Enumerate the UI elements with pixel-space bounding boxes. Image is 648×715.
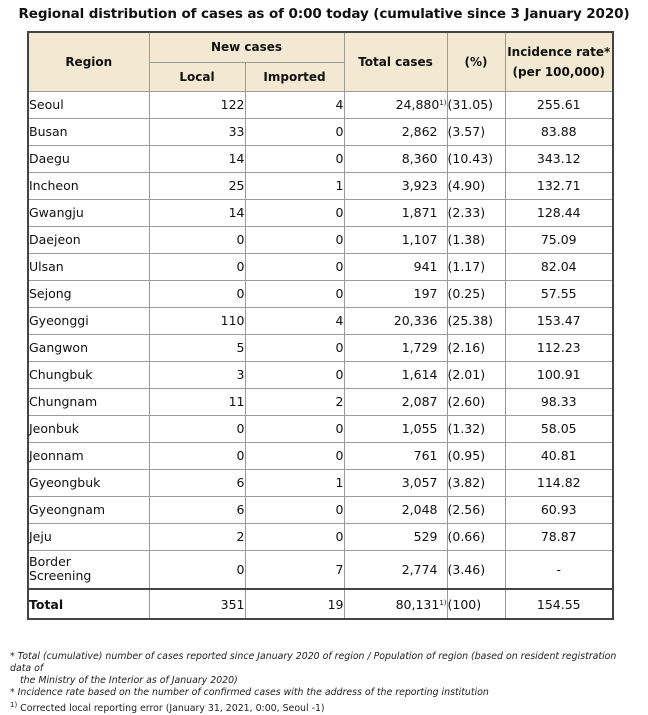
imported-cell: 0 <box>245 199 344 226</box>
local-cell: 0 <box>149 442 245 469</box>
total-value: 3,923 <box>401 178 438 193</box>
imported-cell: 0 <box>245 226 344 253</box>
percent-cell: (3.46) <box>447 550 505 589</box>
incidence-cell: - <box>505 550 613 589</box>
imported-cell: 2 <box>245 388 344 415</box>
percent-cell: (0.95) <box>447 442 505 469</box>
incidence-cell: 78.87 <box>505 523 613 550</box>
table-row <box>28 307 613 334</box>
total-value: 2,048 <box>401 502 438 517</box>
region-cell: Jeonbuk <box>28 415 149 442</box>
percent-cell: (4.90) <box>447 172 505 199</box>
incidence-cell: 60.93 <box>505 496 613 523</box>
local-cell: 110 <box>149 307 245 334</box>
footnote-3-text: Corrected local reporting error (January 31, 2021, 0:00, Seoul -1) <box>20 703 325 714</box>
header-total-cases: Total cases <box>344 32 447 91</box>
percent-cell: (0.25) <box>447 280 505 307</box>
total-cell <box>344 145 447 172</box>
footnote-3 <box>10 699 640 715</box>
total-cell <box>344 307 447 334</box>
table-row <box>28 145 613 172</box>
percent-cell: (31.05) <box>447 91 505 118</box>
percent-cell: (2.33) <box>447 199 505 226</box>
total-cell <box>344 361 447 388</box>
region-cell: Daegu <box>28 145 149 172</box>
total-value: 529 <box>413 529 438 544</box>
total-value: 2,087 <box>401 394 438 409</box>
incidence-cell: 40.81 <box>505 442 613 469</box>
total-value: 941 <box>413 259 438 274</box>
header-incidence-line1: Incidence rate* <box>507 44 611 59</box>
total-cell <box>344 589 447 619</box>
local-cell: 33 <box>149 118 245 145</box>
percent-cell: (1.17) <box>447 253 505 280</box>
footnote-1-line2: the Ministry of the Interior as of January 2020) <box>20 675 238 686</box>
total-value: 1,614 <box>401 367 438 382</box>
local-cell: 0 <box>149 280 245 307</box>
local-cell: 25 <box>149 172 245 199</box>
incidence-cell: 255.61 <box>505 91 613 118</box>
table-row <box>28 496 613 523</box>
percent-cell: (10.43) <box>447 145 505 172</box>
local-cell: 122 <box>149 91 245 118</box>
total-cell <box>344 550 447 589</box>
total-value: 3,057 <box>401 475 438 490</box>
table-row <box>28 199 613 226</box>
table-row <box>28 469 613 496</box>
region-cell: Jeonnam <box>28 442 149 469</box>
total-cell <box>344 388 447 415</box>
incidence-cell: 153.47 <box>505 307 613 334</box>
percent-cell: (2.60) <box>447 388 505 415</box>
region-line2: Screening <box>29 568 92 584</box>
total-cell <box>344 415 447 442</box>
local-cell: 5 <box>149 334 245 361</box>
region-cell: Jeju <box>28 523 149 550</box>
region-cell: Gyeongnam <box>28 496 149 523</box>
imported-cell: 0 <box>245 118 344 145</box>
imported-cell: 0 <box>245 145 344 172</box>
total-cell <box>344 280 447 307</box>
total-value: 80,131 <box>395 596 440 612</box>
percent-cell: (1.38) <box>447 226 505 253</box>
region-cell: Gyeongbuk <box>28 469 149 496</box>
total-cell <box>344 334 447 361</box>
total-cell <box>344 469 447 496</box>
table-row <box>28 334 613 361</box>
percent-cell: (100) <box>447 589 505 619</box>
header-local: Local <box>149 62 245 91</box>
incidence-cell: 132.71 <box>505 172 613 199</box>
region-line1: Border <box>29 554 71 570</box>
table-row <box>28 361 613 388</box>
region-cell: Gyeonggi <box>28 307 149 334</box>
imported-cell: 0 <box>245 361 344 388</box>
local-cell: 11 <box>149 388 245 415</box>
table-row <box>28 280 613 307</box>
incidence-cell: 57.55 <box>505 280 613 307</box>
percent-cell: (2.16) <box>447 334 505 361</box>
local-cell: 6 <box>149 496 245 523</box>
region-cell: Busan <box>28 118 149 145</box>
total-cell <box>344 118 447 145</box>
total-cell <box>344 442 447 469</box>
table-row <box>28 118 613 145</box>
incidence-cell: 83.88 <box>505 118 613 145</box>
incidence-cell: 343.12 <box>505 145 613 172</box>
total-cell <box>344 199 447 226</box>
local-cell: 0 <box>149 226 245 253</box>
footnote-2: * Incidence rate based on the number of confirmed cases with the address of the reporting institution <box>10 687 489 698</box>
total-cell <box>344 523 447 550</box>
total-footnote-mark: 1) <box>439 99 447 107</box>
percent-cell: (3.82) <box>447 469 505 496</box>
header-incidence-line2: (per 100,000) <box>512 64 605 79</box>
total-value: 197 <box>413 286 438 301</box>
region-cell: Chungbuk <box>28 361 149 388</box>
percent-cell: (0.66) <box>447 523 505 550</box>
local-cell: 6 <box>149 469 245 496</box>
incidence-cell: 114.82 <box>505 469 613 496</box>
imported-cell: 4 <box>245 91 344 118</box>
table-row <box>28 91 613 118</box>
imported-cell: 0 <box>245 334 344 361</box>
total-value: 24,880 <box>395 97 440 112</box>
footnote-1-line1: * Total (cumulative) number of cases reported since January 2020 of region / Population of region (based on resident registration data of <box>10 651 617 674</box>
table-row <box>28 226 613 253</box>
total-cell <box>344 496 447 523</box>
percent-cell: (2.01) <box>447 361 505 388</box>
footnotes <box>10 651 640 715</box>
imported-cell: 1 <box>245 469 344 496</box>
imported-cell: 0 <box>245 280 344 307</box>
table-row <box>28 253 613 280</box>
imported-cell: 0 <box>245 415 344 442</box>
regional-cases-table <box>27 31 614 620</box>
region-cell: Daejeon <box>28 226 149 253</box>
region-cell: Total <box>28 589 149 619</box>
imported-cell: 19 <box>245 589 344 619</box>
incidence-cell: 100.91 <box>505 361 613 388</box>
table-row-border-screening <box>28 550 613 589</box>
local-cell: 0 <box>149 550 245 589</box>
total-cell <box>344 226 447 253</box>
imported-cell: 4 <box>245 307 344 334</box>
table-row <box>28 442 613 469</box>
percent-cell: (3.57) <box>447 118 505 145</box>
total-cell <box>344 91 447 118</box>
incidence-cell: 82.04 <box>505 253 613 280</box>
region-cell <box>28 550 149 589</box>
header-percent: (%) <box>447 32 505 91</box>
local-cell: 351 <box>149 589 245 619</box>
imported-cell: 1 <box>245 172 344 199</box>
table-row <box>28 415 613 442</box>
incidence-cell: 112.23 <box>505 334 613 361</box>
table-row <box>28 172 613 199</box>
incidence-cell: 154.55 <box>505 589 613 619</box>
local-cell: 0 <box>149 415 245 442</box>
local-cell: 14 <box>149 199 245 226</box>
header-imported: Imported <box>245 62 344 91</box>
total-value: 1,107 <box>401 232 438 247</box>
imported-cell: 0 <box>245 496 344 523</box>
table-row <box>28 388 613 415</box>
table-row <box>28 523 613 550</box>
total-value: 8,360 <box>401 151 438 166</box>
region-cell: Gwangju <box>28 199 149 226</box>
incidence-cell: 98.33 <box>505 388 613 415</box>
region-cell: Gangwon <box>28 334 149 361</box>
total-value: 2,774 <box>401 561 438 577</box>
total-value: 2,862 <box>401 124 438 139</box>
imported-cell: 0 <box>245 442 344 469</box>
imported-cell: 7 <box>245 550 344 589</box>
total-value: 20,336 <box>393 313 438 328</box>
incidence-cell: 58.05 <box>505 415 613 442</box>
header-region: Region <box>28 32 149 91</box>
local-cell: 14 <box>149 145 245 172</box>
total-value: 761 <box>413 448 438 463</box>
region-cell: Chungnam <box>28 388 149 415</box>
header-incidence-rate <box>505 32 613 91</box>
percent-cell: (1.32) <box>447 415 505 442</box>
local-cell: 3 <box>149 361 245 388</box>
region-cell: Seoul <box>28 91 149 118</box>
total-cell <box>344 253 447 280</box>
total-footnote-mark: 1) <box>439 598 447 607</box>
table-title: Regional distribution of cases as of 0:00 today (cumulative since 3 January 2020) <box>18 6 630 22</box>
total-cell <box>344 172 447 199</box>
imported-cell: 0 <box>245 253 344 280</box>
table-row-total <box>28 589 613 619</box>
incidence-cell: 128.44 <box>505 199 613 226</box>
header-new-cases: New cases <box>149 32 344 62</box>
region-cell: Sejong <box>28 280 149 307</box>
percent-cell: (2.56) <box>447 496 505 523</box>
region-cell: Incheon <box>28 172 149 199</box>
local-cell: 2 <box>149 523 245 550</box>
region-cell: Ulsan <box>28 253 149 280</box>
total-value: 1,055 <box>401 421 438 436</box>
imported-cell: 0 <box>245 523 344 550</box>
total-value: 1,729 <box>401 340 438 355</box>
incidence-cell: 75.09 <box>505 226 613 253</box>
footnote-3-mark: 1) <box>10 701 18 709</box>
total-value: 1,871 <box>401 205 438 220</box>
percent-cell: (25.38) <box>447 307 505 334</box>
local-cell: 0 <box>149 253 245 280</box>
